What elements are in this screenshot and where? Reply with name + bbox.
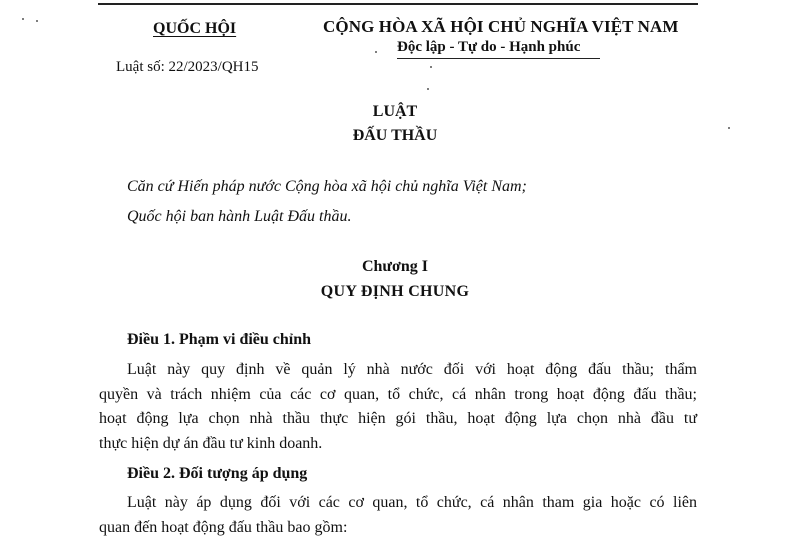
- document-type-title: LUẬT: [0, 103, 790, 121]
- article-1-paragraph: [99, 358, 697, 456]
- law-name-title: ĐẤU THẦU: [0, 127, 790, 145]
- scan-speck: [728, 127, 730, 129]
- paragraph-line: quan đến hoạt động đấu thầu bao gồm:: [99, 516, 697, 540]
- paragraph-line: Luật này áp dụng đối với các cơ quan, tổ chức, cá nhân tham gia hoặc có liên: [99, 491, 697, 516]
- article-2-heading: Điều 2. Đối tượng áp dụng: [127, 465, 307, 483]
- paragraph-line: quyền và trách nhiệm của các cơ quan, tổ chức, cá nhân trong hoạt động đấu thầu;: [99, 383, 697, 408]
- chapter-number: Chương I: [0, 258, 790, 276]
- scan-speck: [36, 20, 38, 22]
- paragraph-line: thực hiện dự án đầu tư kinh doanh.: [99, 432, 697, 457]
- national-title: CỘNG HÒA XÃ HỘI CHỦ NGHĨA VIỆT NAM: [323, 17, 679, 37]
- article-1-heading: Điều 1. Phạm vi điều chỉnh: [127, 331, 311, 349]
- scan-speck: [427, 88, 429, 90]
- law-number: Luật số: 22/2023/QH15: [116, 59, 259, 76]
- national-motto: Độc lập - Tự do - Hạnh phúc: [397, 39, 580, 56]
- paragraph-line: hoạt động lựa chọn nhà thầu thực hiện gói thầu, hoạt động lựa chọn nhà đầu tư: [99, 407, 697, 432]
- scan-speck: [22, 18, 24, 20]
- enactment-line: Quốc hội ban hành Luật Đấu thầu.: [127, 208, 351, 226]
- top-border-line: [98, 3, 698, 5]
- article-2-paragraph: [99, 491, 697, 540]
- scan-speck: [430, 66, 432, 68]
- issuing-organization: QUỐC HỘI: [153, 20, 236, 38]
- chapter-name: QUY ĐỊNH CHUNG: [0, 283, 790, 301]
- paragraph-line: Luật này quy định về quản lý nhà nước đối với hoạt động đấu thầu; thẩm: [99, 358, 697, 383]
- scan-speck: [375, 51, 377, 53]
- legal-basis-line: Căn cứ Hiến pháp nước Cộng hòa xã hội chủ nghĩa Việt Nam;: [127, 178, 527, 196]
- motto-underline: [397, 58, 600, 59]
